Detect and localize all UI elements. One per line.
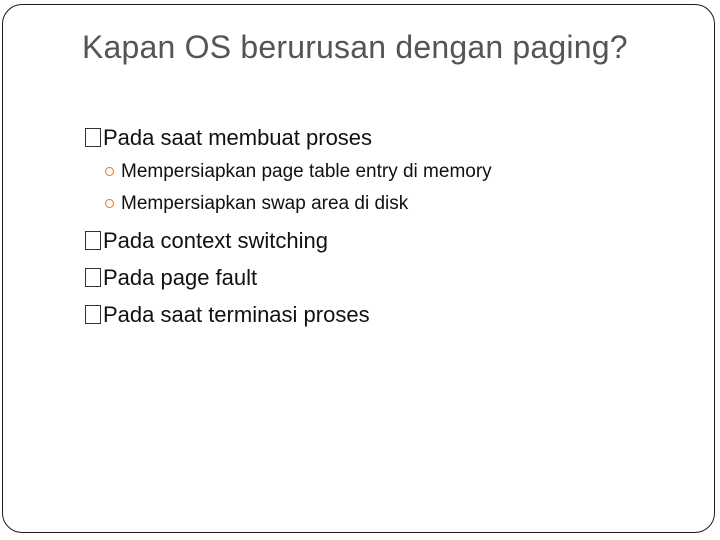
circle-outline-icon (105, 199, 114, 208)
bullet-item (85, 301, 370, 329)
slide-title: Kapan OS berurusan dengan paging? (82, 29, 628, 65)
bullet-text: Pada saat membuat proses (103, 125, 373, 150)
sub-bullet-text: Mempersiapkan page table entry di memory (121, 161, 492, 182)
bullet-item (85, 264, 257, 292)
square-box-icon (85, 231, 101, 250)
sub-bullet-text: Mempersiapkan swap area di disk (121, 193, 409, 214)
bullet-text: Pada saat terminasi proses (103, 302, 370, 327)
sub-bullet-item (105, 160, 492, 184)
square-box-icon (85, 128, 101, 147)
sub-bullet-item (105, 192, 408, 216)
bullet-item (85, 227, 328, 255)
bullet-text: Pada context switching (103, 228, 329, 253)
bullet-item (85, 124, 372, 152)
square-box-icon (85, 268, 101, 287)
square-box-icon (85, 305, 101, 324)
slide-frame (2, 4, 715, 533)
bullet-text: Pada page fault (103, 265, 258, 290)
circle-outline-icon (105, 167, 114, 176)
